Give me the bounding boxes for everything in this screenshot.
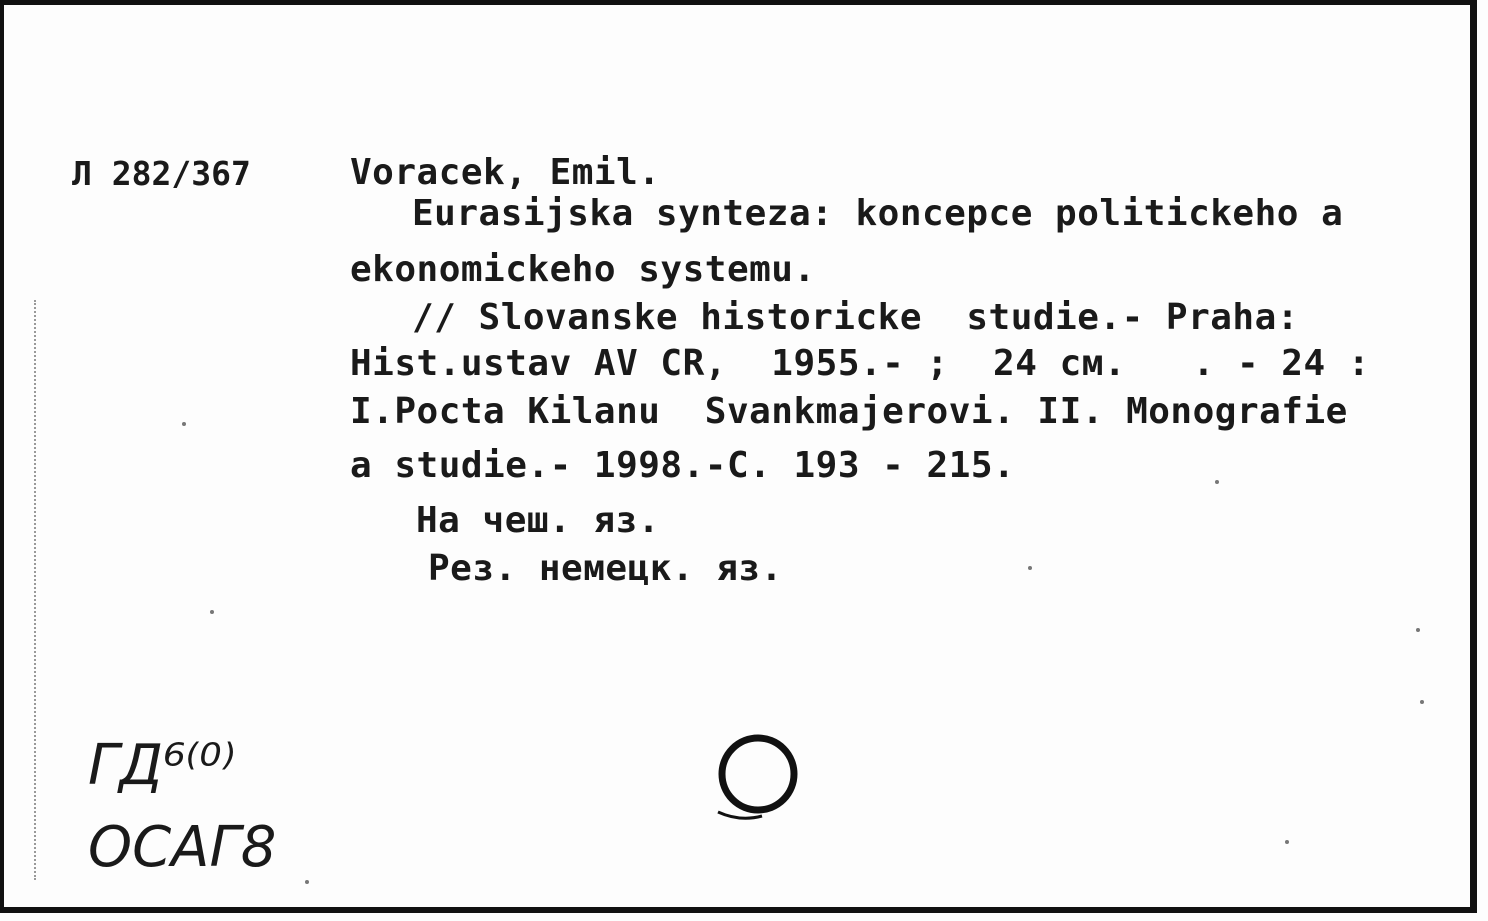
entry-source-line-3: I.Pocta Kilanu Svankmajerovi. II. Monografie [350,391,1348,432]
speck [1416,628,1420,632]
speck [305,880,309,884]
speck [1285,840,1289,844]
speck [1420,700,1424,704]
entry-source-line-1: // Slovanske historicke studie.- Praha: [412,297,1299,338]
speck [182,422,186,426]
card-border-right [1470,0,1477,912]
speck [1215,480,1219,484]
card-border-left [0,0,4,913]
speck [1028,566,1032,570]
entry-source-line-4: a studie.- 1998.-C. 193 - 215. [350,445,1016,486]
card-border-bottom [0,907,1477,913]
summary-language-note: Рез. немецк. яз. [428,548,783,589]
entry-title-line-1: Eurasijska synteza: koncepce politickeho a [412,193,1344,234]
handwritten-code-1: ГД⁶⁽⁰⁾ [88,733,236,798]
language-note: На чеш. яз. [416,500,660,541]
entry-title-line-2: ekonomickeho systemu. [350,249,816,290]
entry-source-line-2: Hist.ustav AV CR, 1955.- ; 24 см. . - 24 : [350,343,1370,384]
speck [210,610,214,614]
left-margin-dots [34,300,38,880]
handwritten-code-2: ОСАГ8 [88,815,277,880]
entry-author: Voracek, Emil. [350,152,661,193]
call-number: Л 282/367 [72,154,251,193]
punch-hole-icon [700,720,820,830]
card-border-top [0,0,1476,5]
